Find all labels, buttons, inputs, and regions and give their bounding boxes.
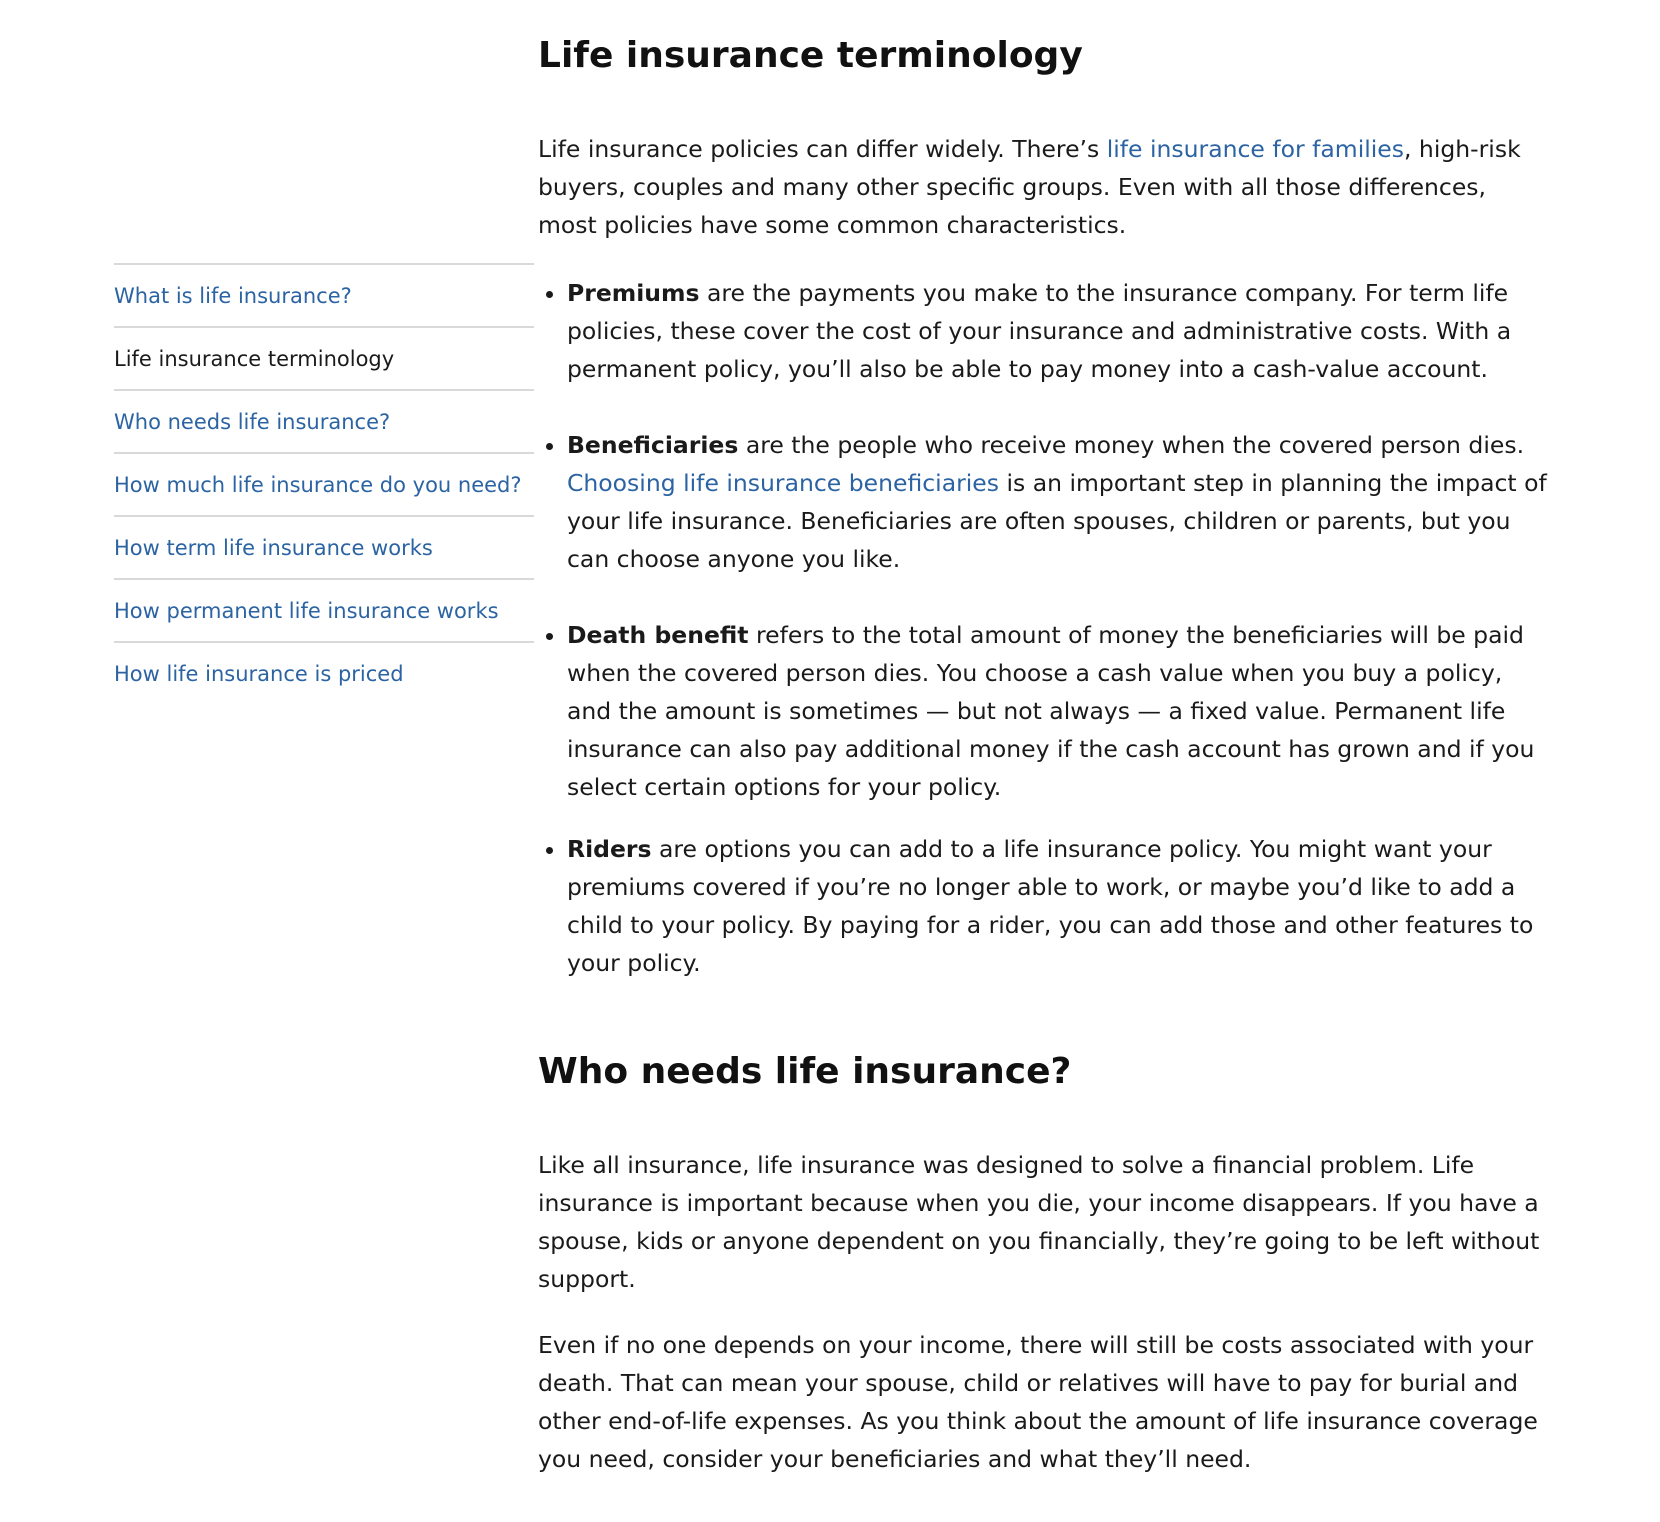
term-death-benefit-text: refers to the total amount of money the beneficiaries will be paid when the covered person dies. You choose a cash value when you buy a policy, and the amount is sometimes — but not always — a fixed value. Permanent life insurance can also pay additional money if the cash account has grown and if you select certain options for your policy. bbox=[567, 621, 1535, 801]
terms-list bbox=[538, 274, 1548, 982]
section-heading-terminology: Life insurance terminology bbox=[538, 35, 1083, 76]
toc-link-what-is-life-insurance[interactable]: What is life insurance? bbox=[114, 263, 534, 326]
who-needs-paragraph-1: Like all insurance, life insurance was designed to solve a financial problem. Life insurance is important because when you die, your income disappears. If you have a spouse, kids or anyone dependent on you financially, they’re going to be left without support. bbox=[538, 1151, 1540, 1293]
term-beneficiaries bbox=[567, 426, 1548, 578]
toc-link-how-permanent-life-insurance-works[interactable]: How permanent life insurance works bbox=[114, 578, 534, 641]
toc-link-life-insurance-terminology[interactable]: Life insurance terminology bbox=[114, 326, 534, 389]
term-premiums-title: Premiums bbox=[567, 279, 700, 307]
choosing-beneficiaries-link[interactable]: Choosing life insurance beneficiaries bbox=[567, 469, 1000, 497]
term-premiums bbox=[567, 274, 1548, 388]
article-content bbox=[538, 28, 1548, 1478]
term-death-benefit-title: Death benefit bbox=[567, 621, 749, 649]
toc-link-who-needs-life-insurance[interactable]: Who needs life insurance? bbox=[114, 389, 534, 452]
term-beneficiaries-title: Beneficiaries bbox=[567, 431, 739, 459]
table-of-contents bbox=[114, 263, 534, 704]
intro-text-start: Life insurance policies can differ widely. There’s bbox=[538, 135, 1107, 163]
term-beneficiaries-text-start: are the people who receive money when the covered person dies. bbox=[738, 431, 1525, 459]
toc-link-how-much-life-insurance[interactable]: How much life insurance do you need? bbox=[114, 452, 534, 515]
term-premiums-text: are the payments you make to the insurance company. For term life policies, these cover the cost of your insurance and administrative costs. With a permanent policy, you’ll also be able to pay money into a cash-value account. bbox=[567, 279, 1512, 383]
term-riders-text: are options you can add to a life insurance policy. You might want your premiums covered if you’re no longer able to work, or maybe you’d like to add a child to your policy. By paying for a rider, you can add those and other features to your policy. bbox=[567, 835, 1534, 977]
term-riders bbox=[567, 830, 1548, 982]
term-death-benefit bbox=[567, 616, 1548, 806]
toc-link-how-term-life-insurance-works[interactable]: How term life insurance works bbox=[114, 515, 534, 578]
term-riders-title: Riders bbox=[567, 835, 652, 863]
terminology-intro-paragraph bbox=[538, 130, 1548, 244]
who-needs-paragraph-2: Even if no one depends on your income, there will still be costs associated with your death. That can mean your spouse, child or relatives will have to pay for burial and other end-of-life expenses. As you think about the amount of life insurance coverage you need, consider your beneficiaries and what they’ll need. bbox=[538, 1331, 1538, 1473]
toc-link-how-life-insurance-is-priced[interactable]: How life insurance is priced bbox=[114, 641, 534, 704]
term-beneficiaries-text-end: is an important step in planning the impact of your life insurance. Beneficiaries are often spouses, children or parents, but you can choose anyone you like. bbox=[567, 469, 1547, 573]
intro-text-end: , high-risk buyers, couples and many other specific groups. Even with all those differences, most policies have some common characteristics. bbox=[538, 135, 1521, 239]
section-heading-who-needs: Who needs life insurance? bbox=[538, 1051, 1072, 1092]
life-insurance-for-families-link[interactable]: life insurance for families bbox=[1106, 135, 1404, 163]
